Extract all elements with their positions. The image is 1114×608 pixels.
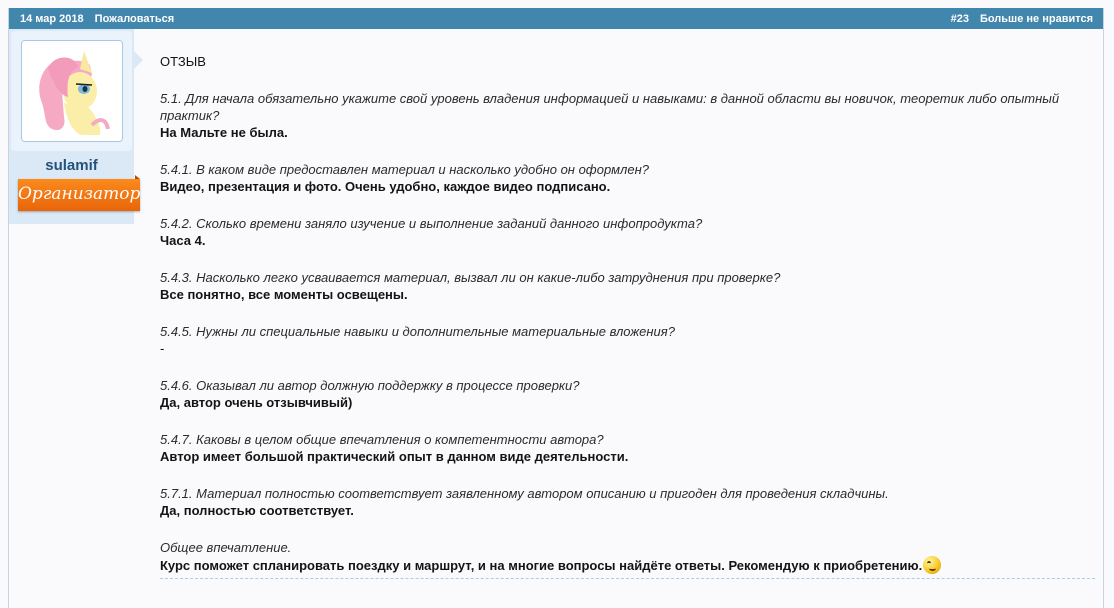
answer-text: Часа 4.	[160, 233, 206, 248]
qa-item	[160, 215, 1095, 249]
question-text: 5.4.3. Насколько легко усваивается материал, вызвал ли он какие-либо затруднения при проверке?	[160, 270, 781, 285]
qa-item	[160, 161, 1095, 195]
qa-item	[160, 269, 1095, 303]
post-date: 14 мар 2018	[20, 12, 84, 25]
qa-item	[160, 539, 1095, 574]
qa-item	[160, 485, 1095, 519]
qa-item	[160, 431, 1095, 465]
wink-smiley-icon	[923, 556, 941, 574]
answer-text: -	[160, 341, 165, 356]
avatar-frame	[11, 31, 132, 151]
answer-text: Автор имеет большой практический опыт в данном виде деятельности.	[160, 449, 629, 464]
post-pointer-arrow	[134, 51, 143, 69]
question-text: 5.7.1. Материал полностью соответствует заявленному автором описанию и пригоден для проведения складчины.	[160, 486, 889, 501]
post-title: ОТЗЫВ	[160, 54, 206, 69]
qa-item	[160, 323, 1095, 357]
answer-text: Все понятно, все моменты освещены.	[160, 287, 408, 302]
question-text: 5.4.7. Каковы в целом общие впечатления о компетентности автора?	[160, 432, 604, 447]
post-header	[9, 8, 1103, 29]
question-text: 5.4.6. Оказывал ли автор должную поддержку в процессе проверки?	[160, 378, 580, 393]
answer-text: Да, автор очень отзывчивый)	[160, 395, 353, 410]
forum-post	[8, 8, 1104, 608]
qa-item	[160, 377, 1095, 411]
report-link[interactable]: Пожаловаться	[94, 12, 175, 25]
answer-line	[160, 556, 1095, 574]
user-info-panel	[9, 29, 141, 224]
question-text: 5.4.1. В каком виде предоставлен материал и насколько удобно он оформлен?	[160, 162, 649, 177]
answer-text: Курс поможет спланировать поездку и маршрут, и на многие вопросы найдёте ответы. Рекомендую к приобретению.	[160, 558, 923, 573]
qa-item	[160, 90, 1095, 141]
pony-avatar-icon	[22, 41, 123, 142]
username-link[interactable]: sulamif	[45, 157, 98, 174]
post-content	[160, 29, 1095, 579]
role-badge: Организатор	[18, 179, 140, 211]
unlike-link[interactable]: Больше не нравится	[979, 12, 1093, 25]
post-number-link[interactable]: #23	[950, 12, 969, 25]
avatar[interactable]	[21, 40, 123, 142]
answer-text: На Мальте не была.	[160, 125, 288, 140]
question-text: 5.4.5. Нужны ли специальные навыки и дополнительные материальные вложения?	[160, 324, 675, 339]
signature-divider	[160, 578, 1095, 579]
question-text: 5.1. Для начала обязательно укажите свой уровень владения информацией и навыками: в данной области вы новичок, теоретик либо опытный практик?	[160, 91, 1060, 123]
answer-text: Видео, презентация и фото. Очень удобно, каждое видео подписано.	[160, 179, 611, 194]
question-text: Общее впечатление.	[160, 540, 292, 555]
question-text: 5.4.2. Сколько времени заняло изучение и выполнение заданий данного инфопродукта?	[160, 216, 703, 231]
answer-text: Да, полностью соответствует.	[160, 503, 354, 518]
